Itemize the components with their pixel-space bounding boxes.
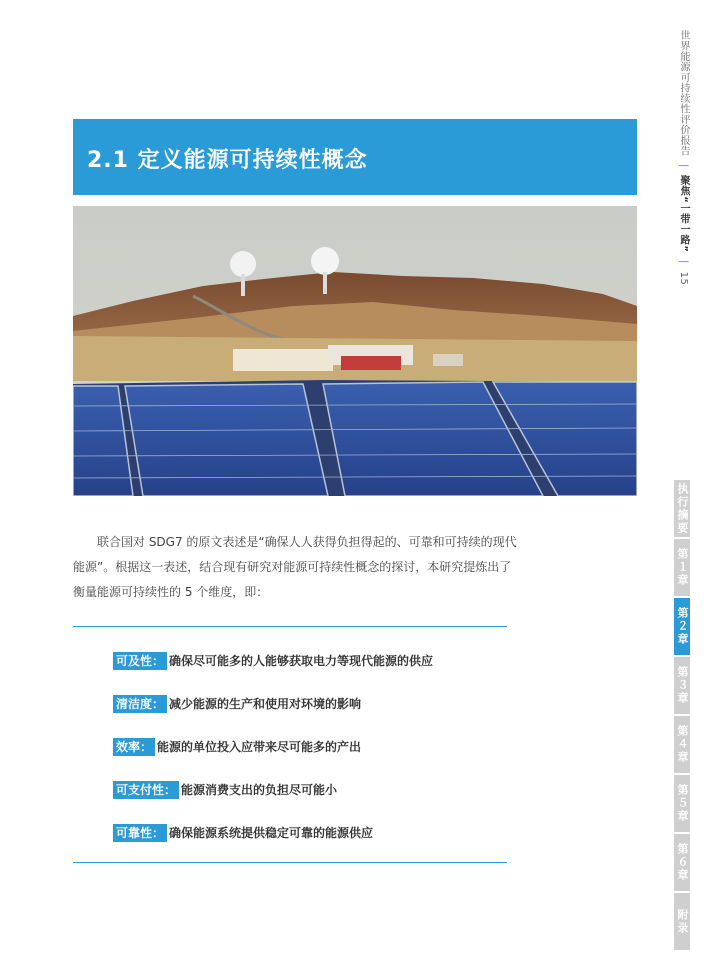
header-separator: | — [678, 163, 689, 168]
tab-chapter-2[interactable]: 第２章 — [674, 598, 690, 655]
tab-chapter-6[interactable]: 第６章 — [674, 834, 690, 891]
dimension-tag: 可靠性： — [113, 824, 167, 842]
running-header — [676, 30, 691, 285]
dimension-list — [113, 652, 533, 867]
page-number: 15 — [678, 271, 689, 286]
dimension-item — [113, 652, 533, 695]
dimension-desc: 减少能源的生产和使用对环境的影响 — [169, 697, 362, 711]
report-title: 世界能源可持续性评价报告 — [678, 30, 689, 156]
dimension-tag: 可支付性： — [113, 781, 179, 799]
tab-executive-summary[interactable]: 执行摘要 — [674, 480, 690, 537]
intro-text — [73, 530, 523, 605]
dimension-item — [113, 781, 533, 824]
tab-chapter-4[interactable]: 第４章 — [674, 716, 690, 773]
dimension-desc: 确保尽可能多的人能够获取电力等现代能源的供应 — [169, 654, 434, 668]
solar-farm-photo — [73, 206, 637, 496]
report-focus: 聚焦“一带一路” — [678, 175, 689, 253]
dimension-item — [113, 695, 533, 738]
header-separator: | — [678, 260, 689, 264]
dimension-item — [113, 738, 533, 781]
section-title: 2.1 定义能源可持续性概念 — [87, 148, 368, 173]
divider-top — [73, 626, 507, 627]
tab-chapter-5[interactable]: 第５章 — [674, 775, 690, 832]
dimension-desc: 确保能源系统提供稳定可靠的能源供应 — [169, 826, 374, 840]
intro-paragraph: 联合国对 SDG7 的原文表述是“确保人人获得负担得起的、可靠和可持续的现代能源”。根据这一表述，结合现有研究对能源可持续性概念的探讨，本研究提炼出了衡量能源可持续性的 5 个维度，即： — [73, 535, 517, 599]
tab-chapter-3[interactable]: 第３章 — [674, 657, 690, 714]
dimension-tag: 清洁度： — [113, 695, 167, 713]
tab-chapter-1[interactable]: 第１章 — [674, 539, 690, 596]
tab-appendix[interactable]: 附录 — [674, 893, 690, 950]
section-title-bar — [73, 119, 637, 195]
dimension-tag: 可及性： — [113, 652, 167, 670]
chapter-tabs — [674, 480, 710, 952]
dimension-desc: 能源的单位投入应带来尽可能多的产出 — [157, 740, 362, 754]
dimension-item — [113, 824, 533, 867]
dimension-tag: 效率： — [113, 738, 155, 756]
divider-bottom — [73, 862, 507, 863]
dimension-desc: 能源消费支出的负担尽可能小 — [181, 783, 338, 797]
